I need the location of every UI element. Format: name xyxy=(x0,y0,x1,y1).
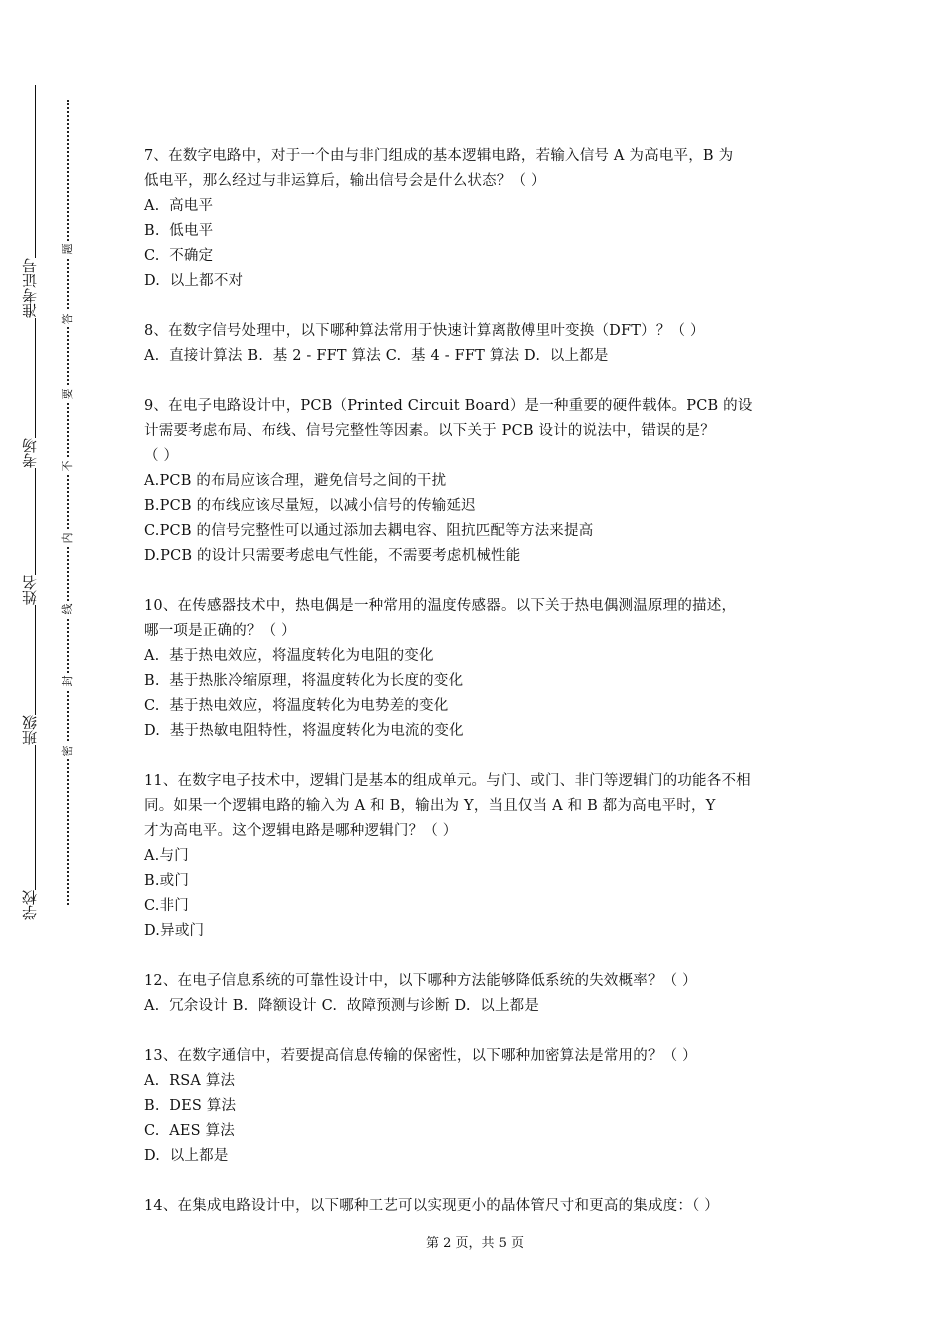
option-item: A.PCB 的布局应该合理，避免信号之间的干扰 xyxy=(144,473,447,489)
option-item: D.PCB 的设计只需要考虑电气性能，不需要考虑机械性能 xyxy=(144,548,521,564)
question-11 xyxy=(144,769,824,944)
option-item: B. 基于热胀冷缩原理，将温度转化为长度的变化 xyxy=(144,673,464,689)
seal-char: 答 xyxy=(62,311,74,327)
question-stem: 10、在传感器技术中，热电偶是一种常用的温度传感器。以下关于热电偶测温原理的描述， xyxy=(144,598,737,614)
question-stem: 哪一项是正确的？（ ） xyxy=(144,623,296,639)
seal-char: 不 xyxy=(62,458,74,474)
option-item: A.与门 xyxy=(144,848,189,864)
option-item: A. RSA 算法 xyxy=(144,1073,236,1089)
question-stem: 计需要考虑布局、布线、信号完整性等因素。以下关于 PCB 设计的说法中，错误的是？ xyxy=(144,423,715,439)
question-stem: 低电平，那么经过与非运算后，输出信号会是什么状态？（ ） xyxy=(144,173,546,189)
question-stem: 同。如果一个逻辑电路的输入为 A 和 B，输出为 Y，当且仅当 A 和 B 都为高电平时，Y xyxy=(144,798,716,814)
field-label-class: 班级 xyxy=(22,715,48,745)
option-item: B.或门 xyxy=(144,873,190,889)
option-item: A. 直接计算法 B. 基 2 - FFT 算法 C. 基 4 - FFT 算法 D. 以上都是 xyxy=(144,348,609,364)
option-item: C.PCB 的信号完整性可以通过添加去耦电容、阻抗匹配等方法来提高 xyxy=(144,523,594,539)
question-8 xyxy=(144,319,824,369)
binding-solid-line xyxy=(35,85,36,905)
option-item: C. 不确定 xyxy=(144,248,214,264)
option-item: A. 高电平 xyxy=(144,198,214,214)
question-stem: 7、在数字电路中，对于一个由与非门组成的基本逻辑电路，若输入信号 A 为高电平，B 为 xyxy=(144,148,734,164)
page-footer: 第 2 页，共 5 页 xyxy=(425,1236,525,1251)
seal-char: 密 xyxy=(62,743,74,759)
question-list xyxy=(144,144,824,1244)
seal-char: 要 xyxy=(62,386,74,402)
option-item: B. DES 算法 xyxy=(144,1098,237,1114)
question-stem: 11、在数字电子技术中，逻辑门是基本的组成单元。与门、或门、非门等逻辑门的功能各不相 xyxy=(144,773,751,789)
option-item: D.异或门 xyxy=(144,923,205,939)
field-label-exam-room: 考场 xyxy=(22,438,48,468)
question-12 xyxy=(144,969,824,1019)
seal-char: 题 xyxy=(62,241,74,257)
binding-dotted-line xyxy=(67,100,69,905)
question-stem: 14、在集成电路设计中，以下哪种工艺可以实现更小的晶体管尺寸和更高的集成度：（ ） xyxy=(144,1198,720,1214)
seal-char: 内 xyxy=(62,530,74,546)
question-stem: 13、在数字通信中，若要提高信息传输的保密性，以下哪种加密算法是常用的？（ ） xyxy=(144,1048,697,1064)
question-stem: 9、在电子电路设计中，PCB（Printed Circuit Board）是一种重要的硬件载体。PCB 的设 xyxy=(144,398,753,414)
option-item: B. 低电平 xyxy=(144,223,214,239)
option-item: D. 以上都不对 xyxy=(144,273,244,289)
option-item: D. 以上都是 xyxy=(144,1148,229,1164)
question-10 xyxy=(144,594,824,744)
field-label-name: 姓名 xyxy=(22,575,48,605)
question-9 xyxy=(144,394,824,569)
option-item: A. 冗余设计 B. 降额设计 C. 故障预测与诊断 D. 以上都是 xyxy=(144,998,540,1014)
option-item: C. 基于热电效应，将温度转化为电势差的变化 xyxy=(144,698,449,714)
field-label-admission: 准考证号 xyxy=(22,258,48,318)
question-13 xyxy=(144,1044,824,1169)
option-item: C. AES 算法 xyxy=(144,1123,236,1139)
question-stem: 8、在数字信号处理中，以下哪种算法常用于快速计算离散傅里叶变换（DFT）？（ ） xyxy=(144,323,705,339)
question-14 xyxy=(144,1194,824,1219)
question-stem: 12、在电子信息系统的可靠性设计中，以下哪种方法能够降低系统的失效概率？（ ） xyxy=(144,973,697,989)
seal-char: 线 xyxy=(62,601,74,617)
binding-margin xyxy=(0,0,90,1344)
option-item: B.PCB 的布线应该尽量短，以减小信号的传输延迟 xyxy=(144,498,476,514)
question-stem: （ ） xyxy=(144,448,179,464)
question-7 xyxy=(144,144,824,294)
seal-char: 封 xyxy=(62,673,74,689)
option-item: A. 基于热电效应，将温度转化为电阻的变化 xyxy=(144,648,434,664)
option-item: D. 基于热敏电阻特性，将温度转化为电流的变化 xyxy=(144,723,464,739)
question-stem: 才为高电平。这个逻辑电路是哪种逻辑门？（ ） xyxy=(144,823,458,839)
option-item: C.非门 xyxy=(144,898,189,914)
field-label-school: 学校 xyxy=(22,890,48,920)
